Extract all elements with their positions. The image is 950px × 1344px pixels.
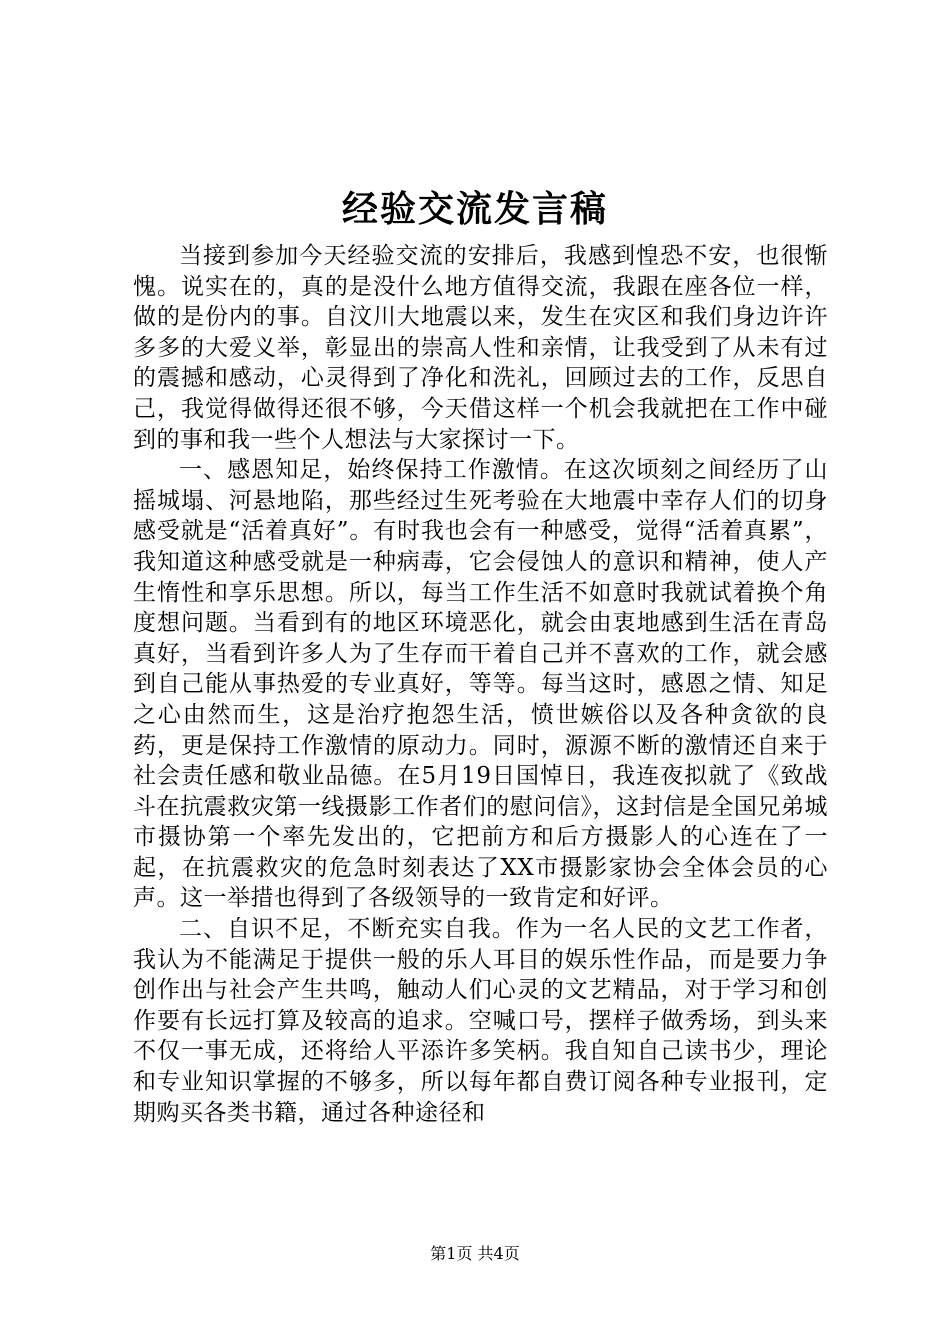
- paragraph-section-one: 一、感恩知足，始终保持工作激情。在这次顷刻之间经历了山摇城塌、河悬地陷，那些经过生死考验在大地震中幸存人们的切身感受就是“活着真好”。有时我也会有一种感受，觉得“活着真累”，我知道这种感受就是一种病毒，它会侵蚀人的意识和精神，使人产生惰性和享乐思想。所以，每当工作生活不如意时我就试着换个角度想问题。当看到有的地区环境恶化，就会由衷地感到生活在青岛真好，当看到许多人为了生存而干着自己并不喜欢的工作，就会感到自己能从事热爱的专业真好，等等。每当这时，感恩之情、知足之心由然而生，这是治疗抱怨生活，愤世嫉俗以及各种贪欲的良药，更是保持工作激情的原动力。同时，源源不断的激情还自来于社会责任感和敬业品德。在5月19日国悼日，我连夜拟就了《致战斗在抗震救灾第一线摄影工作者们的慰问信》，这封信是全国兄弟城市摄协第一个率先发出的，它把前方和后方摄影人的心连在了一起，在抗震救灾的危急时刻表达了XX市摄影家协会全体会员的心声。这一举措也得到了各级领导的一致肯定和好评。: [133, 457, 828, 912]
- document-title: 经验交流发言稿: [341, 188, 608, 230]
- paragraph-section-two: 二、自识不足，不断充实自我。作为一名人民的文艺工作者，我认为不能满足于提供一般的乐人耳目的娱乐性作品，而是要力争创作出与社会产生共鸣，触动人们心灵的文艺精品，对于学习和创作要有长远打算及较高的追求。空喊口号，摆样子做秀场，到头来不仅一事无成，还将给人平添许多笑柄。我自知自己读书少，理论和专业知识掌握的不够多，所以每年都自费订阅各种专业报刊，定期购买各类书籍，通过各种途径和: [133, 916, 828, 1126]
- paragraph-intro: 当接到参加今天经验交流的安排后，我感到惶恐不安，也很惭愧。说实在的，真的是没什么地方值得交流，我跟在座各位一样，做的是份内的事。自汶川大地震以来，发生在灾区和我们身边许许多多的大爱义举，彰显出的崇高人性和亲情，让我受到了从未有过的震撼和感动，心灵得到了净化和洗礼，回顾过去的工作，反思自己，我觉得做得还很不够，今天借这样一个机会我就把在工作中碰到的事和我一些个人想法与大家探讨一下。: [133, 243, 828, 453]
- page-footer: 第1页 共4页: [430, 1244, 520, 1263]
- document-body: [133, 241, 828, 1128]
